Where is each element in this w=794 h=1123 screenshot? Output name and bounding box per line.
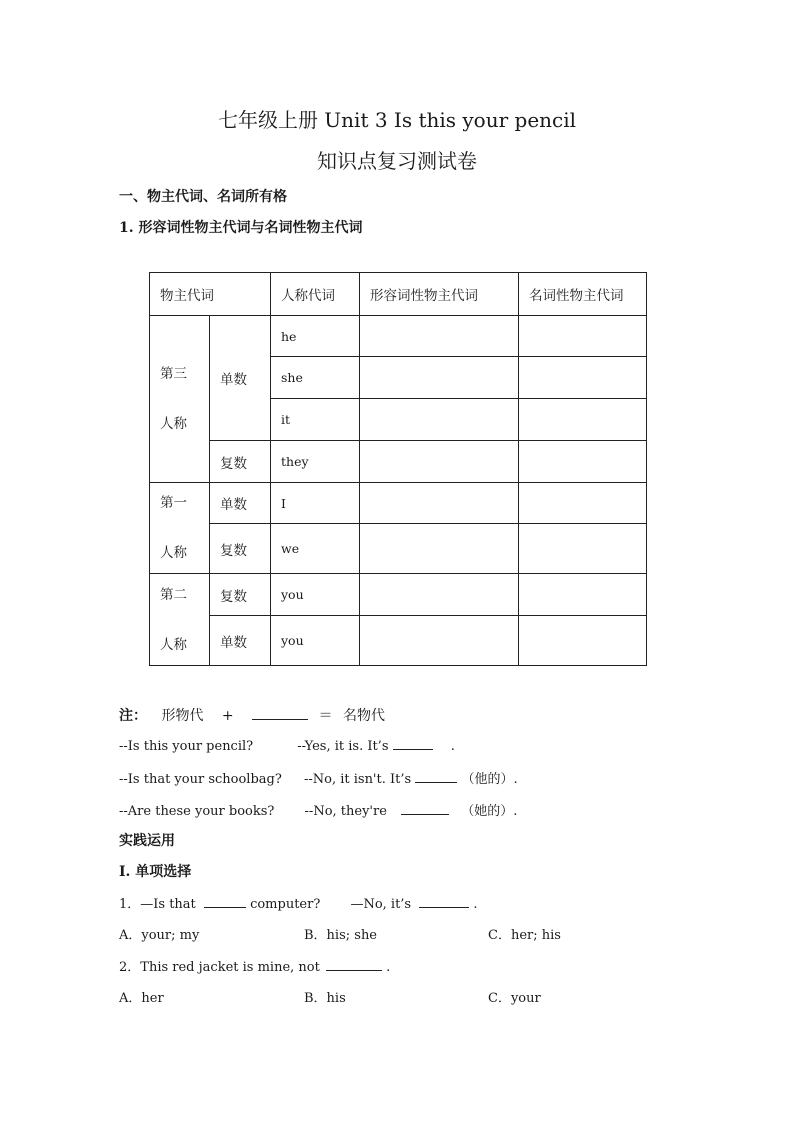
table-header-row <box>150 273 647 316</box>
dialog-answer: --Yes, it is. It’s <box>297 739 389 754</box>
answer-cell <box>360 357 519 399</box>
table-row <box>150 616 647 666</box>
dialog-line <box>119 768 518 787</box>
number-cell: 单数 <box>210 316 271 441</box>
question-blank[interactable] <box>419 895 469 908</box>
table-row <box>150 574 647 616</box>
pronoun-cell: she <box>271 357 360 399</box>
option-c[interactable]: C．her; his <box>488 928 561 943</box>
header-cell: 形容词性物主代词 <box>360 273 519 316</box>
pronoun-cell: you <box>271 616 360 666</box>
number-cell: 复数 <box>210 524 271 574</box>
option-a[interactable]: A．her <box>119 991 164 1006</box>
practice-heading: 实践运用 <box>119 833 175 849</box>
question-blank[interactable] <box>204 895 246 908</box>
person-label: 第二 <box>160 586 187 603</box>
table-row <box>150 524 647 574</box>
number-cell: 单数 <box>210 483 271 524</box>
answer-cell <box>519 483 647 524</box>
question-1 <box>119 893 478 912</box>
answer-blank[interactable] <box>393 737 433 750</box>
note-equals: ＝ <box>318 708 333 724</box>
section-heading-1: 一、物主代词、名词所有格 <box>119 189 287 205</box>
number-cell: 复数 <box>210 441 271 483</box>
section-subheading-1: 1. 形容词性物主代词与名词性物主代词 <box>119 220 363 236</box>
answer-blank[interactable] <box>415 770 457 783</box>
answer-cell <box>519 616 647 666</box>
answer-cell <box>519 574 647 616</box>
answer-cell <box>360 399 519 441</box>
dialog-end: . <box>450 739 455 754</box>
page-title: 七年级上册 Unit 3 Is this your pencil <box>217 108 577 132</box>
note-line <box>119 705 385 725</box>
pronoun-cell: he <box>271 316 360 357</box>
question-2 <box>119 956 390 975</box>
person-cell-first <box>150 483 210 574</box>
note-right: 名物代 <box>343 708 385 724</box>
person-label: 第三 <box>160 366 187 382</box>
dialog-answer: --No, it isn't. It’s <box>303 772 412 787</box>
answer-cell <box>519 357 647 399</box>
table-row <box>150 483 647 524</box>
number-cell: 单数 <box>210 616 271 666</box>
answer-cell <box>519 316 647 357</box>
answer-cell <box>360 316 519 357</box>
person-label: 人称 <box>160 545 187 561</box>
option-c[interactable]: C．your <box>488 991 541 1006</box>
header-cell: 物主代词 <box>150 273 271 316</box>
dialog-end: （她的）. <box>461 804 518 819</box>
dialog-question: --Is that your schoolbag? <box>119 772 282 787</box>
answer-cell <box>519 441 647 483</box>
pronoun-cell: you <box>271 574 360 616</box>
pronoun-cell: we <box>271 524 360 574</box>
dialog-question: --Is this your pencil? <box>119 739 254 754</box>
note-plus: + <box>221 708 234 724</box>
dialog-answer: --No, they're <box>304 804 387 819</box>
header-cell: 人称代词 <box>271 273 360 316</box>
answer-cell <box>360 483 519 524</box>
pronoun-cell: it <box>271 399 360 441</box>
answer-cell <box>360 441 519 483</box>
question-blank[interactable] <box>326 958 382 971</box>
table-row <box>150 441 647 483</box>
note-blank[interactable] <box>252 707 308 720</box>
dialog-question: --Are these your books? <box>119 804 275 819</box>
answer-cell <box>360 574 519 616</box>
person-cell-third <box>150 316 210 483</box>
pronoun-table <box>149 272 647 666</box>
header-cell: 名词性物主代词 <box>519 273 647 316</box>
question-stem: 2．This red jacket is mine, not <box>119 960 320 975</box>
person-label: 人称 <box>160 416 187 432</box>
answer-cell <box>360 524 519 574</box>
question-stem: . <box>386 960 391 975</box>
note-label: 注： <box>119 708 147 724</box>
page-subtitle: 知识点复习测试卷 <box>317 149 477 173</box>
person-label: 人称 <box>160 636 187 653</box>
number-cell: 复数 <box>210 574 271 616</box>
question-stem: computer? <box>250 897 321 912</box>
person-cell-second <box>150 574 210 666</box>
pronoun-cell: they <box>271 441 360 483</box>
question-stem: . <box>473 897 478 912</box>
answer-cell <box>519 399 647 441</box>
dialog-end: （他的）. <box>461 772 518 787</box>
answer-blank[interactable] <box>401 802 449 815</box>
question-stem: 1．—Is that <box>119 897 196 912</box>
table-row <box>150 316 647 357</box>
person-label: 第一 <box>160 495 187 511</box>
question-stem: —No, it’s <box>350 897 412 912</box>
option-b[interactable]: B．his; she <box>304 928 378 943</box>
answer-cell <box>360 616 519 666</box>
note-left: 形物代 <box>161 708 204 724</box>
answer-cell <box>519 524 647 574</box>
option-a[interactable]: A．your; my <box>119 928 200 943</box>
option-b[interactable]: B．his <box>304 991 346 1006</box>
dialog-line <box>119 800 517 819</box>
pronoun-cell: I <box>271 483 360 524</box>
dialog-line <box>119 737 455 754</box>
part-heading: I. 单项选择 <box>119 864 192 880</box>
